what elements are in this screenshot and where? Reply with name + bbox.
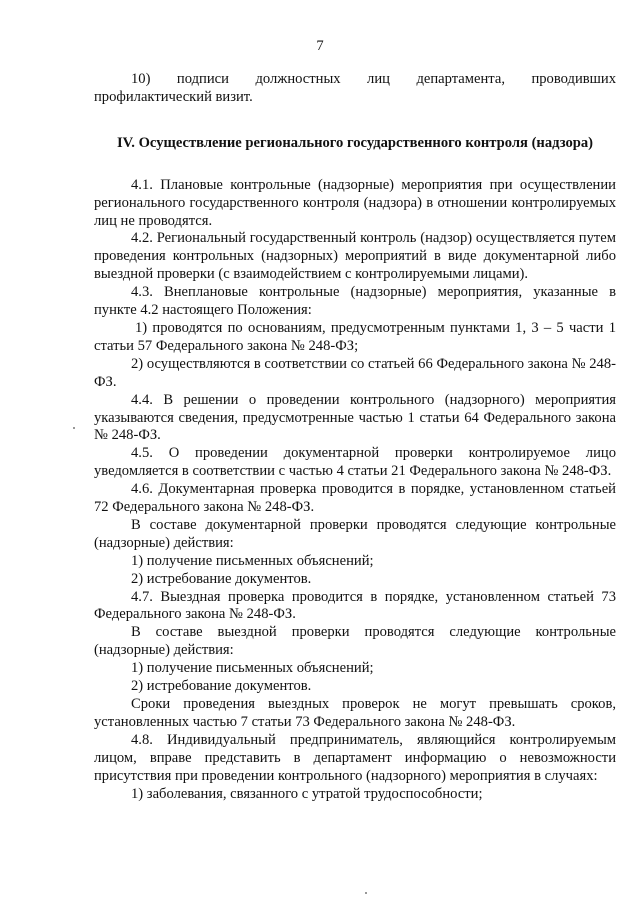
paragraph-p43: 4.3. Внеплановые контрольные (надзорные) мероприятия, указанные в пункте 4.2 настоящего Положения: [94, 284, 616, 319]
paragraph-p47a: В составе выездной проверки проводятся следующие контрольные (надзорные) действия: [94, 624, 616, 659]
paragraph-l10b: профилактический визит. [94, 88, 253, 105]
paragraph-l10a: 10) подписи должностных лиц департамента, проводивших [131, 71, 616, 87]
paragraph-p47: 4.7. Выездная проверка проводится в порядке, установленном статьей 73 Федерального закона № 248-ФЗ. [94, 588, 616, 623]
page-number: 7 [316, 38, 324, 54]
paragraph-p45: 4.5. О проведении документарной проверки контролируемое лицо уведомляется в соответствии с частью 4 статьи 21 Федерального закона № 248-ФЗ. [94, 445, 616, 480]
scan-speck [73, 427, 75, 429]
paragraph-p47b: Сроки проведения выездных проверок не могут превышать сроков, установленных частью 7 статьи 73 Федерального закона № 248-ФЗ. [94, 696, 616, 730]
paragraph-p48: 4.8. Индивидуальный предприниматель, являющийся контролируемым лицом, вправе представить в департамент информацию о невозможности присутствия при проведении контрольного (надзорного) мероприятия в случаях: [94, 731, 616, 784]
paragraph-p46_1: 1) получение письменных объяснений; [131, 552, 374, 569]
paragraph-p48_1: 1) заболевания, связанного с утратой трудоспособности; [131, 785, 483, 802]
scan-speck [365, 892, 367, 894]
paragraph-p41: 4.1. Плановые контрольные (надзорные) мероприятия при осуществлении регионального государственного контроля (надзора) в отношении контролируемых лиц не проводятся. [94, 176, 616, 229]
document-body [94, 71, 616, 803]
paragraph-p46a: В составе документарной проверки проводятся следующие контрольные (надзорные) действия: [94, 516, 616, 551]
paragraph-p46_2: 2) истребование документов. [131, 570, 312, 587]
paragraph-p42: 4.2. Региональный государственный контроль (надзор) осуществляется путем проведения контрольных (надзорных) мероприятий в виде документарной либо выездной проверки (с взаимодействием с контролируемыми лицами). [94, 230, 616, 283]
section-heading: IV. Осуществление регионального государственного контроля (надзора) [116, 134, 594, 151]
paragraph-p47_1: 1) получение письменных объяснений; [131, 660, 374, 677]
paragraph-p43_1: 1) проводятся по основаниям, предусмотренным пунктами 1, 3 – 5 части 1 статьи 57 Федерального закона № 248-ФЗ; [94, 319, 616, 354]
paragraph-p44: 4.4. В решении о проведении контрольного (надзорного) мероприятия указываются сведения, предусмотренные частью 1 статьи 64 Федерального закона № 248-ФЗ. [94, 391, 616, 444]
paragraph-p46: 4.6. Документарная проверка проводится в порядке, установленном статьей 72 Федерального закона № 248-ФЗ. [94, 481, 616, 516]
paragraph-p43_2: 2) осуществляются в соответствии со статьей 66 Федерального закона № 248-ФЗ. [94, 355, 616, 390]
paragraph-p47_2: 2) истребование документов. [131, 678, 312, 695]
